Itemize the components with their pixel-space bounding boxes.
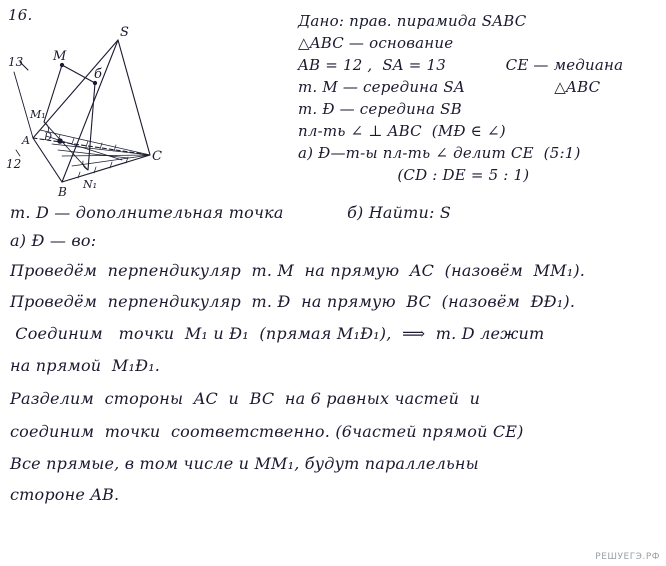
figure-label-M: M	[53, 49, 67, 64]
solution-line-2: а) Ɖ — во:	[10, 231, 97, 250]
solution-line-10: соединим точки соответственно. (6частей прямой CE)	[10, 422, 524, 441]
given-line-3: т. M — середина SA △ABC	[298, 78, 601, 96]
figure-label-A: A	[22, 134, 30, 147]
given-line-4: т. Ɖ — середина SB	[298, 100, 462, 118]
figure-label-D: D	[44, 132, 53, 143]
given-line-2: AB = 12 , SA = 13 CE — медиана	[298, 56, 624, 74]
solution-line-11: Все прямые, в том числе и MM₁, будут параллельны	[10, 454, 479, 473]
solution-line-12: стороне AB.	[10, 485, 120, 504]
solution-line-0: т. D — дополнительная точка б) Найти: S	[10, 203, 452, 222]
figure-label-C: C	[152, 149, 162, 164]
given-line-7: а) Ɖ—т-ы пл-ть ∠ делит CE (5:1)	[298, 144, 581, 162]
figure-label-N: б	[94, 67, 102, 82]
watermark: РЕШУЕГЭ.РФ	[595, 552, 660, 562]
solution-line-9: Разделим стороны AC и BC на 6 равных частей и	[10, 389, 481, 408]
figure-label-edge-13: 13	[8, 55, 24, 69]
solution-body	[10, 200, 656, 510]
solution-line-5: Проведём перпендикуляр т. Ɖ на прямую BC (назовём ƉƉ₁).	[10, 292, 576, 311]
figure-label-base-12: 12	[6, 157, 22, 171]
solution-line-6: Соединим точки M₁ и Ɖ₁ (прямая M₁Ɖ₁), ⟹ т. D лежит	[10, 324, 545, 343]
given-line-5: пл-ть ∠ ⊥ ABC (MƉ ∈ ∠)	[298, 122, 506, 140]
figure-label-S: S	[120, 25, 129, 40]
solution-line-4: Проведём перпендикуляр т. M на прямую AC (назовём MM₁).	[10, 261, 586, 280]
pyramid-figure-svg	[0, 10, 330, 200]
figure-label-B: B	[58, 185, 67, 199]
figure-label-N1: N₁	[83, 178, 98, 191]
figure-label-M1: M₁	[30, 108, 46, 121]
given-block	[298, 12, 666, 188]
given-line-1: △ABC — основание	[298, 34, 454, 52]
pyramid-figure	[0, 10, 330, 199]
given-line-8: (CD : DE = 5 : 1)	[298, 166, 530, 184]
given-line-0: Дано: прав. пирамида SABC	[298, 12, 527, 30]
solution-line-7: на прямой M₁Ɖ₁.	[10, 356, 161, 375]
problem-number: 16.	[8, 6, 33, 24]
